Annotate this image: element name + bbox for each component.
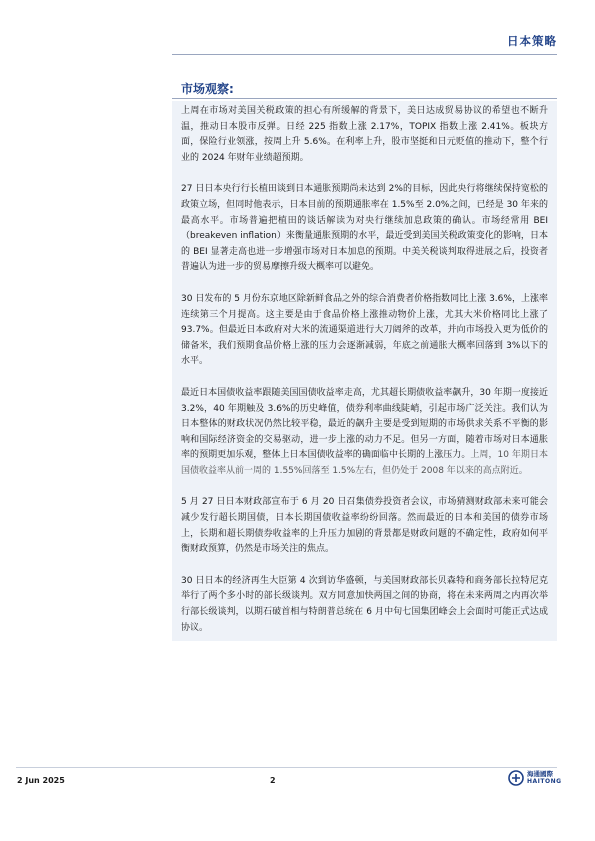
paragraph-trade-talks: 30 日日本的经济再生大臣第 4 次到访华盛顿，与美国财政部长贝森特和商务部长拉特尼克举行了两个多小时的部长级谈判。双方同意加快两国之间的协商，将在未来两周之内再次举行部长级谈判，以期石破首相与特朗普总统在 6 月中旬七国集团峰会上会面时可能正式达成协议。 [181,575,548,633]
paragraph-tokyo-cpi: 30 日发布的 5 月份东京地区除新鲜食品之外的综合消费者价格指数同比上涨 3.6%，上涨率连续第三个月提高。这主要是由于食品价格上涨推动物价上涨，尤其大米价格同比上涨了 93.7%。但最近日本政府对大米的流通渠道进行大刀阔斧的改革，并向市场投入更为低价的储备米，我们预期食品价格上涨的压力会逐渐减弱，年底之前通胀大概率回落到 3%以下的水平。 [181,293,548,367]
section-title: 市场观察: [181,82,234,96]
haitong-logo [508,770,562,786]
paragraph-jgb-yields-tail: 上周，10 年期日本国债收益率从前一周的 1.55%回落至 1.5%左右，但仍处于 2008 年以来的高点附近。 [181,450,548,476]
footer-divider [16,767,557,768]
haitong-logo-icon [508,770,524,786]
section-divider [172,98,557,99]
paragraph-mof-meeting: 5 月 27 日日本财政部宣布于 6 月 20 日召集债券投资者会议，市场猜测财政部未来可能会减少发行超长期国债，日本长期国债收益率纷纷回落。然而最近的日本和美国的债券市场上，长期和超长期债券收益率的上升压力加剧的背景都是财政问题的不确定性，政府如何平衡财政预算，仍然是市场关注的焦点。 [181,497,548,555]
report-series-title: 日本策略 [507,34,557,48]
logo-name-cn: 海通國際 [527,770,553,778]
paragraph-jgb-yields-text: 最近日本国债收益率跟随美国国债收益率走高，尤其超长期债收益率飙升，30 年期一度接近 3.2%，40 年期触及 3.6%的历史峰值，债券利率曲线陡峭，引起市场广泛关注。我们认为日本整体的财政状况仍然比较平稳，最近的飙升主要是受到短期的市场供求关系不平衡的影响和国际经济资金的交易驱动，进一步上涨的动力不足。但另一方面，随着市场对日本通胀率的预期更加乐观，整体上日本国债收益率的确面临中长期的上涨压力。 [181,387,548,461]
commentary-body [172,101,557,641]
report-date: 2 Jun 2025 [17,776,65,785]
header-divider [172,54,557,55]
paragraph-market-rebound: 上周在市场对美国关税政策的担心有所缓解的背景下，美日达成贸易协议的希望也不断升温，推动日本股市反弹。日经 225 指数上涨 2.17%，TOPIX 指数上涨 2.41%。板块方面，保险行业领涨，按周上升 5.6%。在利率上升，股市坚挺和日元贬值的推动下，整个行业的 2024 年财年业绩超预期。 [181,106,548,163]
paragraph-boj-inflation: 27 日日本央行行长植田谈到日本通胀预期尚未达到 2%的目标，因此央行将继续保持宽松的政策立场，但同时他表示，日本目前的预期通胀率在 1.5%至 2.0%之间，已经是 30 年来的最高水平。市场普遍把植田的谈话解读为对央行继续加息政策的确认。市场经常用 BEI（breakeven inflation）来衡量通胀预期的水平，最近受到美国关税政策变化的影响，日本的 BEI 显著走高也进一步增强市场对日本加息的预期。中美关税谈判取得进展之后，投资者普遍认为进一步的贸易摩擦升级大概率可以避免。 [181,184,548,273]
logo-name-en: HAITONG [527,778,562,785]
paragraph-jgb-yields [172,383,557,485]
page-number: 2 [270,776,276,785]
